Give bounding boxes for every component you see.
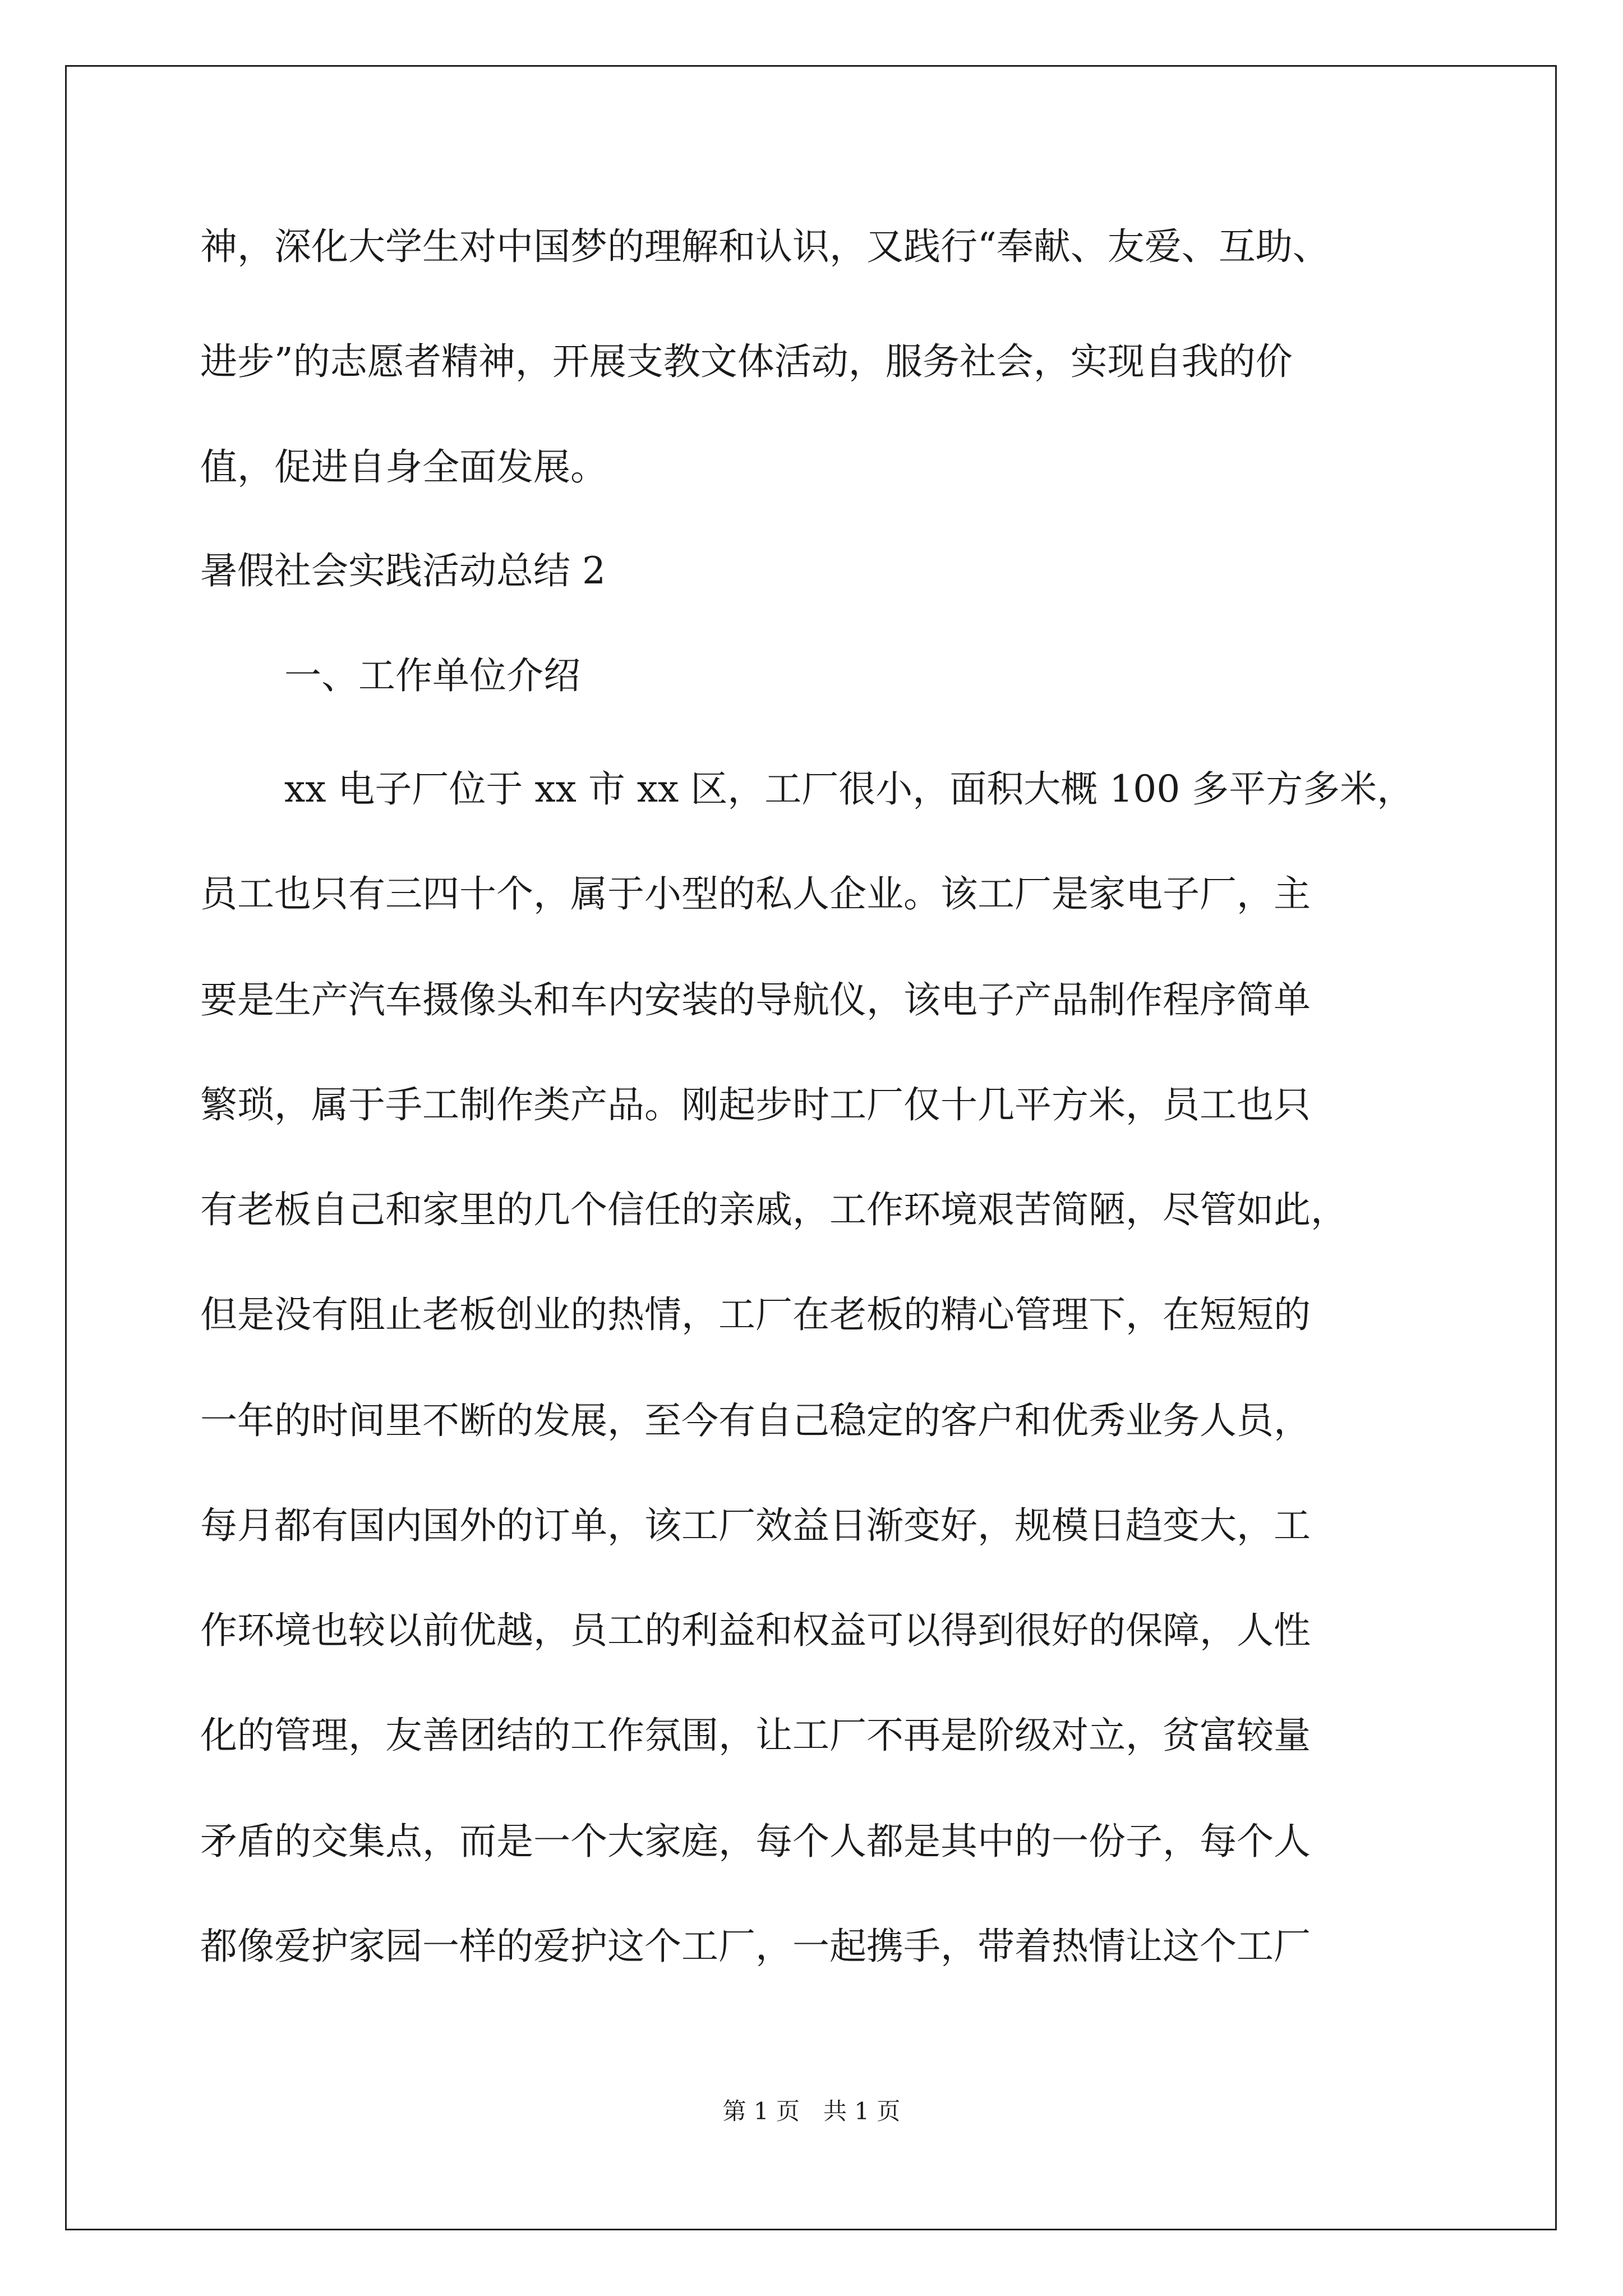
text-line: 进步”的志愿者精神，开展支教文体活动，服务社会，实现自我的价 xyxy=(200,340,1293,383)
text-line: 一年的时间里不断的发展，至今有自己稳定的客户和优秀业务人员， xyxy=(200,1399,1311,1442)
page-number-footer: 第 1 页 共 1 页 xyxy=(722,2097,901,2125)
text-line: 每月都有国内国外的订单，该工厂效益日渐变好，规模日趋变大，工 xyxy=(200,1504,1311,1547)
text-line: xx 电子厂位于 xx 市 xx 区，工厂很小，面积大概 100 多平方多米， xyxy=(284,767,1414,811)
text-line: 有老板自己和家里的几个信任的亲戚，工作环境艰苦简陋，尽管如此， xyxy=(200,1188,1348,1231)
text-line: 员工也只有三四十个，属于小型的私人企业。该工厂是家电子厂，主 xyxy=(200,872,1311,915)
text-line: 都像爱护家园一样的爱护这个工厂，一起携手，带着热情让这个工厂 xyxy=(200,1925,1311,1968)
text-line: 神，深化大学生对中国梦的理解和认识，又践行“奉献、友爱、互助、 xyxy=(200,225,1330,268)
section-title: 暑假社会实践活动总结 2 xyxy=(200,549,606,592)
text-line: 繁琐，属于手工制作类产品。刚起步时工厂仅十几平方米，员工也只 xyxy=(200,1083,1311,1126)
text-line: 但是没有阻止老板创业的热情，工厂在老板的精心管理下，在短短的 xyxy=(200,1293,1311,1336)
text-line: 值，促进自身全面发展。 xyxy=(200,445,607,489)
text-line: 化的管理，友善团结的工作氛围，让工厂不再是阶级对立，贫富较量 xyxy=(200,1714,1311,1757)
subsection-heading: 一、工作单位介绍 xyxy=(284,654,580,697)
text-line: 作环境也较以前优越，员工的利益和权益可以得到很好的保障，人性 xyxy=(200,1609,1311,1652)
text-line: 要是生产汽车摄像头和车内安装的导航仪，该电子产品制作程序简单 xyxy=(200,978,1311,1022)
text-line: 矛盾的交集点，而是一个大家庭，每个人都是其中的一份子，每个人 xyxy=(200,1820,1311,1863)
